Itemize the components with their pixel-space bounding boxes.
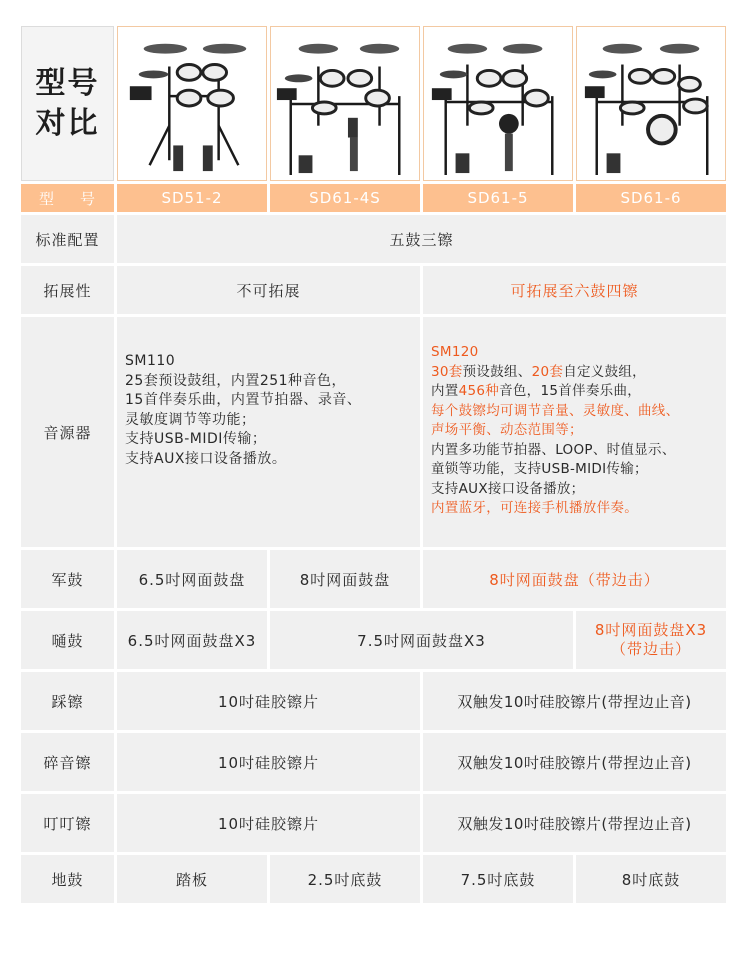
expand-right: 可拓展至六鼓四镲 — [423, 266, 726, 314]
crash-left: 10吋硅胶镲片 — [117, 733, 420, 791]
kick-sd51-2: 踏板 — [117, 855, 267, 903]
model-header-label — [21, 184, 114, 212]
source-right-line: 支持AUX接口设备播放； — [431, 480, 585, 497]
source-left-line: 支持AUX接口设备播放。 — [125, 450, 287, 467]
crash-right: 双触发10吋硅胶镲片(带捏边止音) — [423, 733, 726, 791]
config-value: 五鼓三镲 — [117, 215, 726, 263]
ride-right: 双触发10吋硅胶镲片(带捏边止音) — [423, 794, 726, 852]
source-right-line: 内置多功能节拍器、LOOP、时值显示、 — [431, 441, 676, 458]
kick-sd61-6: 8吋底鼓 — [576, 855, 726, 903]
model-name-sd51-2: SD51-2 — [117, 184, 267, 212]
source-right-line: 内置蓝牙，可连接手机播放伴奏。 — [431, 500, 638, 516]
row-label-kick: 地鼓 — [21, 855, 114, 903]
model-name-sd61-5: SD61-5 — [423, 184, 573, 212]
source-highlight: 456种 — [458, 383, 500, 399]
tom-sd61-4s-5: 7.5吋网面鼓盘X3 — [270, 611, 573, 669]
source-right — [423, 317, 726, 547]
row-label-crash: 碎音镲 — [21, 733, 114, 791]
source-left-line: SM110 — [125, 353, 176, 369]
source-highlight: 20套 — [531, 363, 564, 380]
model-label-left: 型 — [39, 189, 56, 208]
source-right-line: 声场平衡、动态范围等； — [431, 422, 583, 438]
source-right-line — [431, 363, 646, 383]
source-left — [117, 317, 420, 547]
drum-kit-illustration — [424, 27, 572, 180]
model-label-right: 号 — [79, 189, 96, 208]
title-line-1: 型号 — [35, 65, 100, 101]
source-left-line: 25套预设鼓组，内置251种音色， — [125, 372, 347, 389]
tom-sd61-6-line-2: （带边击） — [610, 640, 691, 658]
source-text: 音色，15首伴奏乐曲， — [499, 383, 642, 399]
source-right-line: 童锁等功能，支持USB-MIDI传输； — [431, 461, 648, 477]
page-title — [21, 26, 114, 181]
source-left-line: 灵敏度调节等功能； — [125, 411, 256, 428]
tom-sd51-2: 6.5吋网面鼓盘X3 — [117, 611, 267, 669]
product-image-sd61-4s — [270, 26, 420, 181]
source-text: 预设鼓组、 — [462, 363, 532, 380]
source-right-line: SM120 — [431, 344, 479, 360]
tom-sd61-6 — [576, 611, 726, 669]
title-line-2: 对比 — [35, 105, 100, 141]
row-label-source: 音源器 — [21, 317, 114, 547]
row-label-tom: 嗵鼓 — [21, 611, 114, 669]
source-highlight: 30套 — [431, 363, 463, 380]
source-right-line — [431, 382, 641, 402]
source-right-line: 每个鼓镲均可调节音量、灵敏度、曲线、 — [431, 402, 680, 419]
tom-sd61-6-line-1: 8吋网面鼓盘X3 — [594, 621, 708, 639]
model-name-sd61-6: SD61-6 — [576, 184, 726, 212]
row-label-config: 标准配置 — [21, 215, 114, 263]
source-text: 自定义鼓组， — [563, 363, 646, 380]
snare-sd61-5-6: 8吋网面鼓盘（带边击） — [423, 550, 726, 608]
snare-sd61-4s: 8吋网面鼓盘 — [270, 550, 420, 608]
hihat-right: 双触发10吋硅胶镲片(带捏边止音) — [423, 672, 726, 730]
source-left-line: 支持USB-MIDI传输； — [125, 431, 267, 447]
kick-sd61-4s: 2.5吋底鼓 — [270, 855, 420, 903]
product-image-sd51-2 — [117, 26, 267, 181]
product-image-sd61-5 — [423, 26, 573, 181]
drum-kit-illustration — [271, 27, 419, 180]
hihat-left: 10吋硅胶镲片 — [117, 672, 420, 730]
ride-left: 10吋硅胶镲片 — [117, 794, 420, 852]
product-image-sd61-6 — [576, 26, 726, 181]
row-label-hihat: 踩镲 — [21, 672, 114, 730]
model-name-sd61-4s: SD61-4S — [270, 184, 420, 212]
snare-sd51-2: 6.5吋网面鼓盘 — [117, 550, 267, 608]
row-label-snare: 军鼓 — [21, 550, 114, 608]
source-left-line: 15首伴奏乐曲，内置节拍器、录音、 — [125, 392, 362, 408]
drum-kit-illustration — [118, 27, 266, 180]
kick-sd61-5: 7.5吋底鼓 — [423, 855, 573, 903]
expand-left: 不可拓展 — [117, 266, 420, 314]
source-text: 内置 — [431, 383, 459, 399]
drum-kit-illustration — [577, 27, 725, 180]
row-label-expand: 拓展性 — [21, 266, 114, 314]
row-label-ride: 叮叮镲 — [21, 794, 114, 852]
